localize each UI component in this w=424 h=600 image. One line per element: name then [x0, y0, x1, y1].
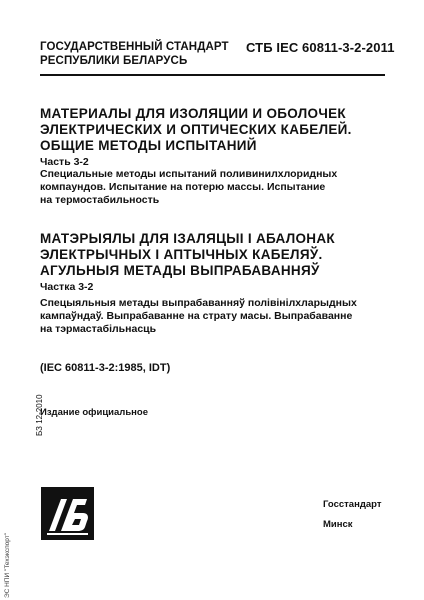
- russian-subtitle: [40, 168, 380, 207]
- publisher: Госстандарт: [323, 499, 382, 510]
- iec-reference: (IEC 60811-3-2:1985, IDT): [40, 362, 171, 374]
- standard-type-line2: РЕСПУБЛИКИ БЕЛАРУСЬ: [40, 55, 188, 67]
- header-divider: [40, 74, 385, 76]
- belarusian-subtitle: [40, 297, 380, 336]
- stb-logo-icon: [41, 487, 94, 540]
- russian-title: [40, 106, 352, 154]
- standard-type: [40, 40, 229, 68]
- side-stamp: ЭС НПИ "Техэкспорт": [4, 532, 11, 598]
- belarusian-subtitle-line: кампаўндаў. Выпрабаванне на страту масы. Выпрабаванне: [40, 310, 353, 322]
- russian-title-line: МАТЕРИАЛЫ ДЛЯ ИЗОЛЯЦИИ И ОБОЛОЧЕК: [40, 106, 346, 121]
- belarusian-title: [40, 231, 335, 279]
- standard-type-line1: ГОСУДАРСТВЕННЫЙ СТАНДАРТ: [40, 41, 229, 53]
- belarusian-subtitle-line: на тэрмастабільнасць: [40, 323, 157, 335]
- edition-label: Издание официальное: [40, 407, 148, 418]
- bz-code: БЗ 12-2010: [35, 394, 44, 436]
- russian-subtitle-line: компаундов. Испытание на потерю массы. Испытание: [40, 181, 326, 193]
- russian-subtitle-line: на термостабильность: [40, 194, 160, 206]
- russian-title-line: ОБЩИЕ МЕТОДЫ ИСПЫТАНИЙ: [40, 138, 257, 153]
- belarusian-title-line: ЭЛЕКТРЫЧНЫХ І АПТЫЧНЫХ КАБЕЛЯЎ.: [40, 247, 323, 262]
- belarusian-subtitle-line: Спецыяльныя метады выпрабаванняў полівінілхларыдных: [40, 297, 357, 309]
- russian-title-line: ЭЛЕКТРИЧЕСКИХ И ОПТИЧЕСКИХ КАБЕЛЕЙ.: [40, 122, 352, 137]
- city: Минск: [323, 519, 353, 530]
- standard-designation: СТБ IEC 60811-3-2-2011: [246, 40, 395, 55]
- belarusian-title-line: МАТЭРЫЯЛЫ ДЛЯ ІЗАЛЯЦЫІ І АБАЛОНАК: [40, 231, 335, 246]
- russian-part: Часть 3-2: [40, 156, 89, 168]
- belarusian-part: Частка 3-2: [40, 281, 94, 293]
- belarusian-title-line: АГУЛЬНЫЯ МЕТАДЫ ВЫПРАБАВАННЯЎ: [40, 263, 320, 278]
- russian-subtitle-line: Специальные методы испытаний поливинилхлоридных: [40, 168, 338, 180]
